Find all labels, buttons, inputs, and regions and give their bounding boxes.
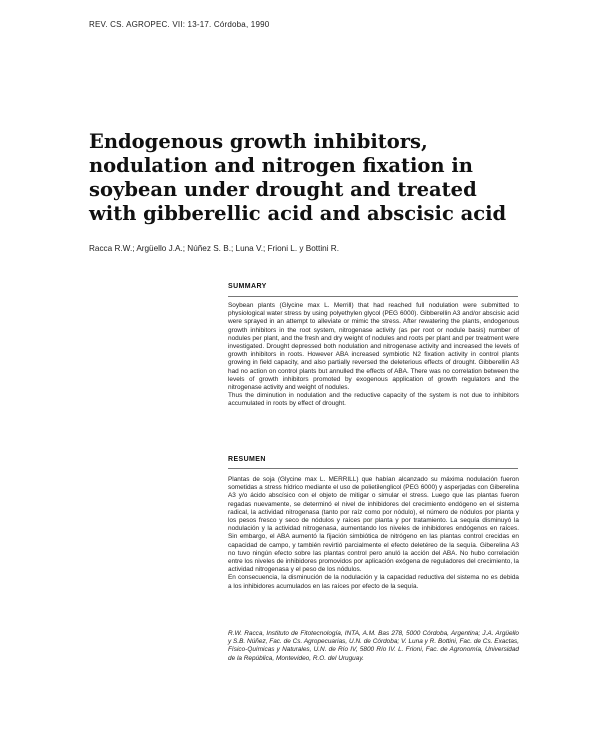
paper-title: Endogenous growth inhibitors, nodulation and nitrogen fixation in soybean under drought and treated with gibberellic acid and abscisic acid: [89, 130, 507, 225]
summary-heading: SUMMARY: [228, 283, 267, 290]
summary-paragraph-2: Thus the diminution in nodulation and the reductive capacity of the system is not due to inhibitors accumulated in roots by effect of drought.: [228, 392, 519, 408]
summary-paragraph-1: Soybean plants (Glycine max L. Merrill) that had reached full nodulation were submitted to physiological water stress by using polyethylen glycol (PEG 6000). Gibberellin A3 and/or abscisic acid were sprayed in an attempt to alleviate or mimic the stress. After rewatering the plants, endogenous growth inhibitors in the root system, nitrogenase activity (as per root or nodule basis) number of nodules per plant, and the fresh and dry weight of nodules and roots per plant and per treatment were investigated. Drought depressed both nodulation and nitrogenase activity and increased the levels of growth inhibitors in roots. However ABA increased symbiotic N2 fixation activity in control plants growing in field capacity, and also partially reversed the deleterious effects of drought. Gibberellin A3 had no action on control plants but annulled the effects of ABA. There was no correlation between the levels of growth inhibitors promoted by exogenous application of growth regulators and the nitrogenase activity and weight of nodules.: [228, 302, 519, 392]
journal-running-head: REV. CS. AGROPEC. VII: 13-17. Córdoba, 1990: [89, 20, 270, 29]
author-affiliations: R.W. Racca, Instituto de Fitotecnología, INTA, A.M. Bas 278, 5000 Córdoba, Argentina; J.A. Argüello y S.B. Núñez, Fac. de Cs. Agropecuarias, U.N. de Córdoba; V. Luna y R. Bottini, Fac. de Cs. Exactas, Físico-Químicas y Naturales, U.N. de Río IV, 5800 Río IV. L. Frioni, Fac. de Agronomía, Universidad de la República, Montevideo, R.O. del Uruguay.: [228, 630, 519, 662]
resumen-paragraph-1: Plantas de soja (Glycine max L. MERRILL) que habían alcanzado su máxima nodulación fueron sometidas a stress hídrico mediante el uso de polietilenglicol (PEG 6000) y asperjadas con Giberelina A3 y/o ácido abscísico con el objeto de mitigar o simular el stress. Luego que las plantas fueron regadas nuevamente, se determinó el nivel de inhibidores del crecimiento endógeno en el sistema radical, la actividad nitrogenasa (tanto por raíz como por nódulo), el número de nódulos por planta y los pesos fresco y seco de nódulos y raíces por planta y por tratamiento. La sequía disminuyó la nodulación y la actividad nitrogenasa, aumentando los niveles de inhibidores endógenos en raíces. Sin embargo, el ABA aumentó la fijación simbiótica de nitrógeno en las plantas control crecidas en capacidad de campo, y también revirtió parcialmente el efecto deletéreo de la sequía. Giberelina A3 no tuvo ningún efecto sobre las plantas control pero anuló la acción del ABA. No hubo correlación entre los niveles de inhibidores promovidos por aplicación exógena de reguladores del crecimiento, la actividad nitrogenasa y el peso de los nódulos.: [228, 476, 519, 574]
author-list: Racca R.W.; Argüello J.A.; Núñez S. B.; Luna V.; Frioni L. y Bottini R.: [89, 244, 339, 253]
summary-divider: [228, 296, 518, 297]
summary-body: [228, 302, 519, 409]
resumen-heading: RESUMEN: [228, 456, 266, 463]
resumen-paragraph-2: En consecuencia, la disminución de la nodulación y la capacidad reductiva del sistema no es debida a los inhibidores acumulados en las raíces por efecto de la sequía.: [228, 574, 519, 590]
resumen-body: [228, 476, 519, 591]
resumen-divider: [228, 468, 518, 469]
